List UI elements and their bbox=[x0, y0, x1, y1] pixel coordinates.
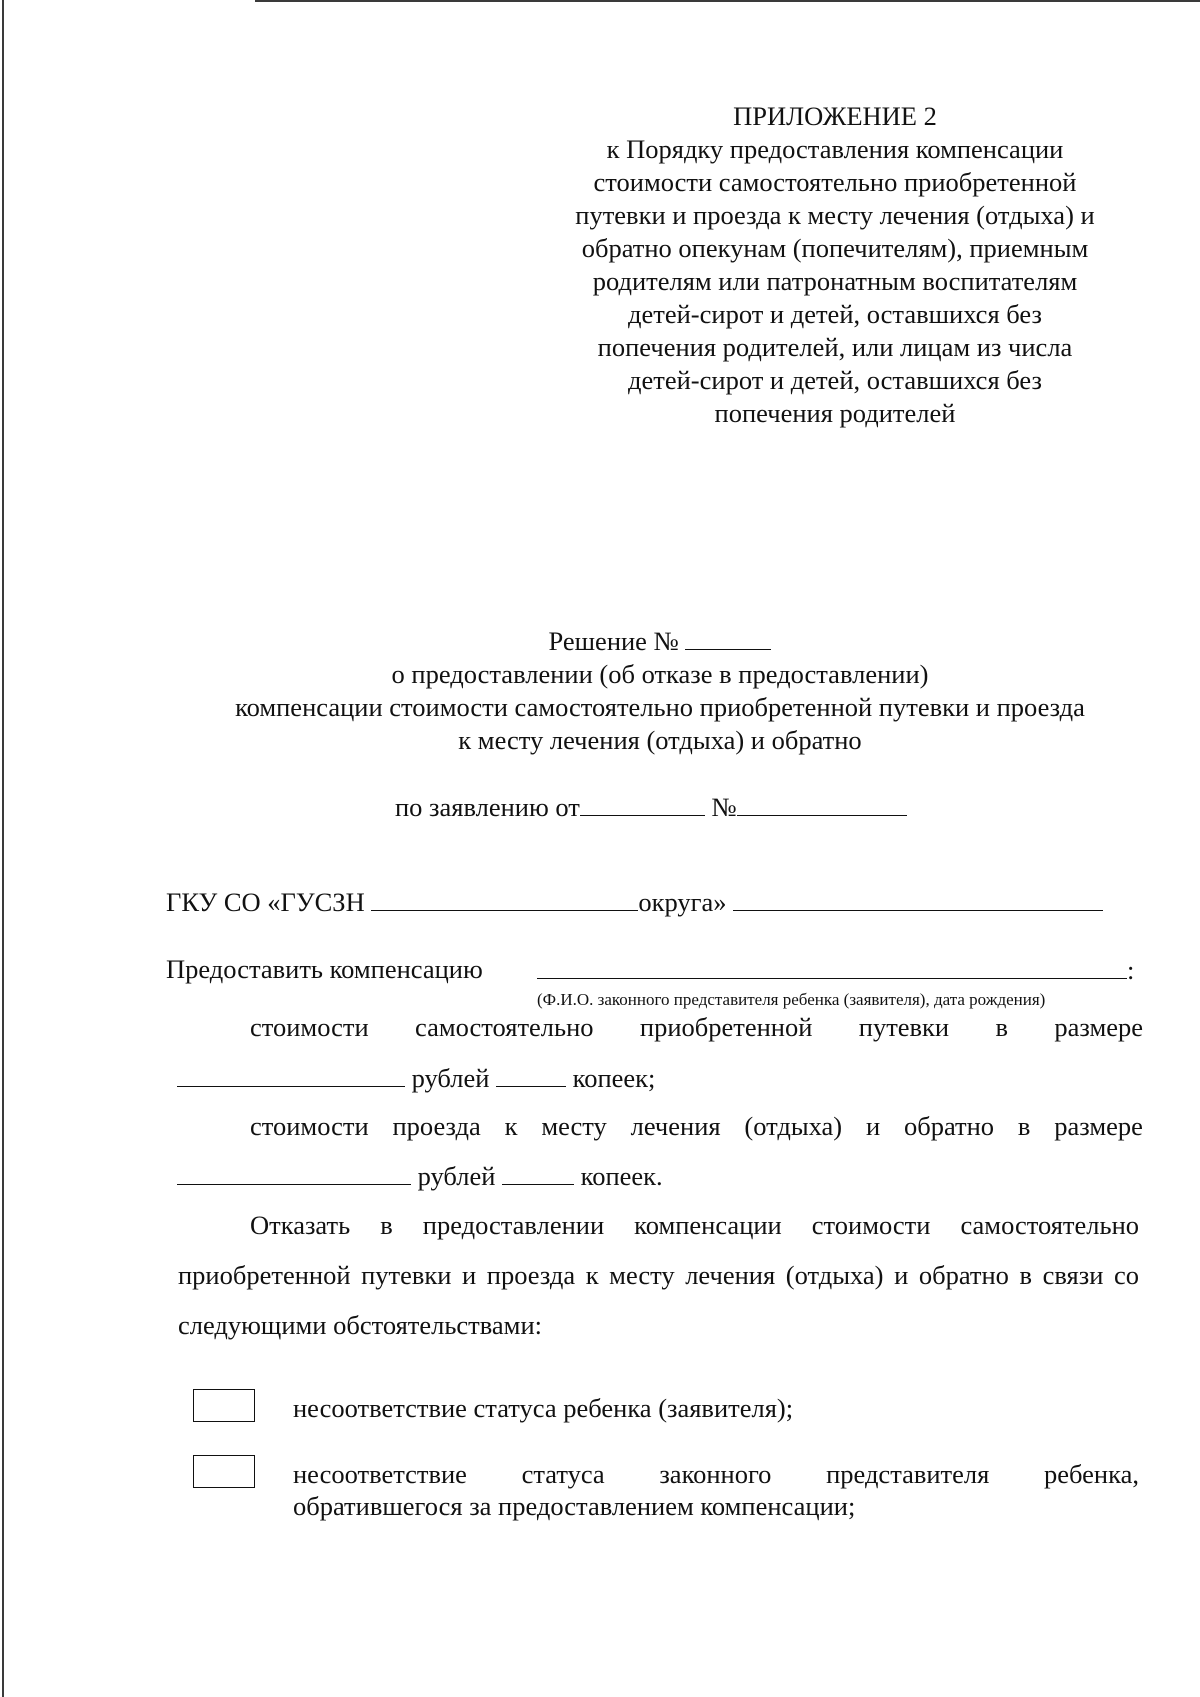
travel-word: (отдыха) bbox=[744, 1111, 843, 1141]
voucher-word: в bbox=[995, 1012, 1008, 1042]
agency-prefix: ГКУ СО «ГУСЗН bbox=[166, 887, 365, 917]
reason-word: ребенка, bbox=[1044, 1459, 1139, 1489]
application-number-blank[interactable] bbox=[737, 791, 907, 816]
travel-word: месту bbox=[541, 1111, 607, 1141]
refusal-paragraph: Отказать в предоставлении компенсации стоимости самостоятельно приобретенной путевки и проезда к месту лечения (отдыха) и обратно в связи со следующими обстоятельствами: bbox=[178, 1210, 1139, 1340]
grant-colon: : bbox=[1127, 955, 1135, 985]
reason-line: несоответствие статуса ребенка (заявителя); bbox=[293, 1393, 794, 1423]
appendix-title: ПРИЛОЖЕНИЕ 2 bbox=[733, 101, 937, 131]
reason-line: обратившегося за предоставлением компенсации; bbox=[293, 1491, 856, 1521]
reason-word: статуса bbox=[521, 1459, 605, 1489]
agency-middle: округа» bbox=[638, 887, 727, 917]
grant-row bbox=[166, 954, 483, 985]
decision-line: к месту лечения (отдыха) и обратно bbox=[458, 725, 862, 755]
travel-word: обратно bbox=[903, 1111, 995, 1141]
reason-1-checkbox[interactable] bbox=[193, 1389, 255, 1422]
grant-recipient-row bbox=[537, 954, 1134, 986]
decision-line: о предоставлении (об отказе в предоставлении) bbox=[391, 659, 929, 689]
decision-title-row bbox=[160, 625, 1160, 658]
travel-kopecks-blank[interactable] bbox=[502, 1160, 574, 1185]
travel-word: лечения bbox=[630, 1111, 721, 1141]
travel-word: размере bbox=[1054, 1111, 1143, 1141]
scan-edge-left bbox=[2, 0, 4, 1697]
voucher-word: приобретенной bbox=[639, 1012, 813, 1042]
scan-edge-top bbox=[255, 0, 1200, 2]
voucher-word: путевки bbox=[858, 1012, 950, 1042]
application-number-sign: № bbox=[711, 792, 737, 822]
travel-rubles-blank[interactable] bbox=[177, 1160, 411, 1185]
travel-rubles-label: рублей bbox=[417, 1161, 496, 1191]
travel-kopecks-label: копеек. bbox=[580, 1161, 663, 1191]
voucher-kopecks-blank[interactable] bbox=[496, 1062, 566, 1087]
voucher-amount-row bbox=[177, 1062, 655, 1094]
travel-word: и bbox=[865, 1111, 881, 1141]
agency-row bbox=[166, 886, 1103, 918]
travel-cost-line bbox=[250, 1111, 1143, 1142]
appendix-header bbox=[540, 100, 1130, 430]
voucher-word: самостоятельно bbox=[415, 1012, 594, 1042]
decision-title: Решение № bbox=[548, 626, 679, 656]
application-prefix: по заявлению от bbox=[395, 792, 580, 822]
appendix-line: родителям или патронатным воспитателям bbox=[592, 266, 1078, 296]
decision-line: компенсации стоимости самостоятельно приобретенной путевки и проезда bbox=[235, 692, 1085, 722]
travel-word: к bbox=[504, 1111, 518, 1141]
grant-label: Предоставить компенсацию bbox=[166, 954, 483, 984]
appendix-line: обратно опекунам (попечителям), приемным bbox=[581, 233, 1089, 263]
travel-amount-row bbox=[177, 1160, 663, 1192]
appendix-line: детей-сирот и детей, оставшихся без bbox=[628, 365, 1042, 395]
appendix-line: попечения родителей, или лицам из числа bbox=[597, 332, 1073, 362]
recipient-caption: (Ф.И.О. законного представителя ребенка (заявителя), дата рождения) bbox=[537, 990, 1046, 1009]
agency-name-blank[interactable] bbox=[371, 886, 638, 911]
reason-2-text bbox=[293, 1458, 1139, 1522]
travel-word: стоимости bbox=[250, 1111, 369, 1141]
reason-word: представителя bbox=[826, 1459, 990, 1489]
appendix-line: стоимости самостоятельно приобретенной bbox=[593, 167, 1077, 197]
reason-word: несоответствие bbox=[293, 1459, 467, 1489]
travel-word: проезда bbox=[392, 1111, 481, 1141]
reason-2-checkbox[interactable] bbox=[193, 1455, 255, 1488]
reason-word: законного bbox=[659, 1459, 772, 1489]
voucher-word: стоимости bbox=[250, 1012, 369, 1042]
voucher-cost-line bbox=[250, 1012, 1143, 1043]
decision-block bbox=[160, 625, 1160, 757]
application-row bbox=[395, 791, 907, 823]
recipient-blank[interactable] bbox=[537, 954, 1127, 979]
appendix-line: путевки и проезда к месту лечения (отдыха) и bbox=[575, 200, 1095, 230]
appendix-line: попечения родителей bbox=[714, 398, 956, 428]
appendix-line: к Порядку предоставления компенсации bbox=[606, 134, 1064, 164]
voucher-rubles-blank[interactable] bbox=[177, 1062, 405, 1087]
voucher-kopecks-label: копеек; bbox=[572, 1063, 656, 1093]
voucher-word: размере bbox=[1054, 1012, 1143, 1042]
appendix-line: детей-сирот и детей, оставшихся без bbox=[628, 299, 1042, 329]
voucher-rubles-label: рублей bbox=[411, 1063, 490, 1093]
reason-1-text bbox=[293, 1392, 1139, 1424]
application-date-blank[interactable] bbox=[580, 791, 705, 816]
district-blank[interactable] bbox=[733, 886, 1103, 911]
travel-word: в bbox=[1017, 1111, 1031, 1141]
decision-number-blank[interactable] bbox=[685, 625, 771, 650]
reason-line-justified bbox=[293, 1458, 1139, 1490]
